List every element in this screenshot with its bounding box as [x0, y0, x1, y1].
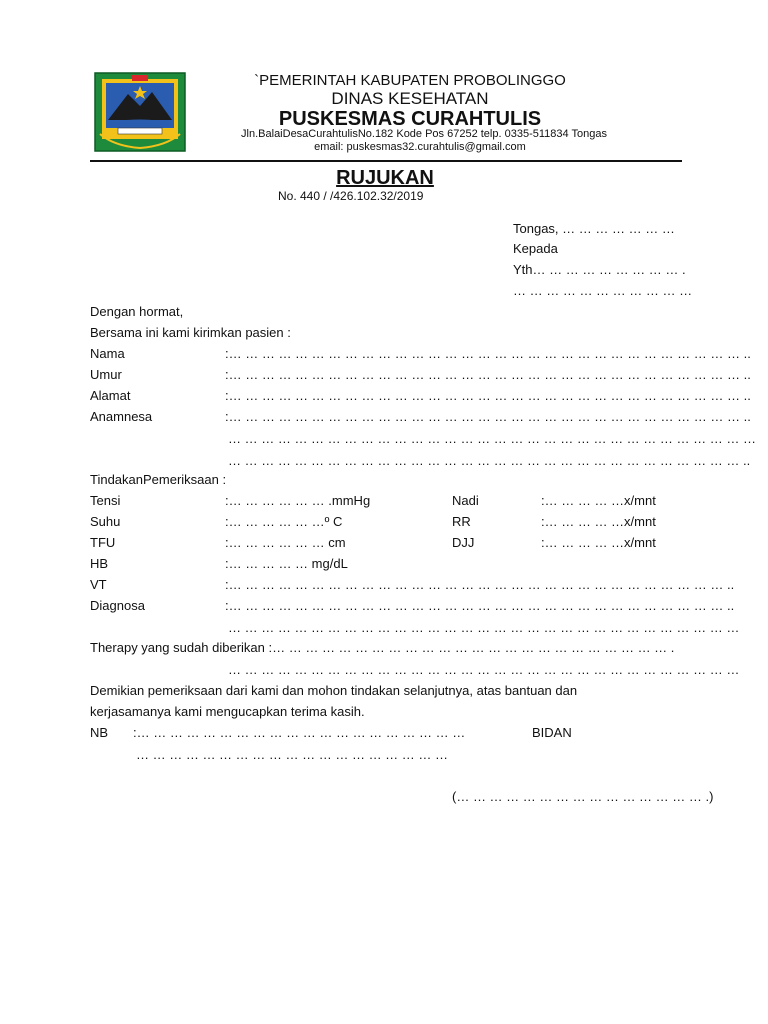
signature-name-placeholder: (… … … … … … … … … … … … … … … .): [452, 789, 714, 804]
suhu-field: :… … … … … …º C: [225, 514, 343, 529]
closing-line-1: Demikian pemeriksaan dari kami dan mohon tindakan selanjutnya, atas bantuan dan: [90, 683, 578, 698]
hb-field: :… … … … … mg/dL: [225, 556, 348, 571]
institution-name: PUSKESMAS CURAHTULIS: [278, 108, 542, 130]
department-name: DINAS KESEHATAN: [331, 89, 489, 108]
header-divider: [90, 160, 682, 162]
anamnesa-field: :… … … … … … … … … … … … … … … … … … … … … … … … … … … … … … … ..: [225, 409, 751, 424]
diagnosa-field: :… … … … … … … … … … … … … … … … … … … … … … … … … … … … … … ..: [225, 598, 735, 613]
anamnesa-label: Anamnesa: [90, 409, 153, 424]
exam-heading: TindakanPemeriksaan :: [90, 472, 227, 487]
recipient-dots: … … … … … … … … … … …: [513, 283, 693, 298]
nadi-field: :… … … … …x/mnt: [541, 493, 656, 508]
rr-label: RR: [452, 514, 471, 529]
alamat-field: :… … … … … … … … … … … … … … … … … … … … … … … … … … … … … … … ..: [225, 388, 751, 403]
nb-field: :… … … … … … … … … … … … … … … … … … … …: [133, 725, 466, 740]
djj-label: DJJ: [452, 535, 475, 550]
email-line: email: puskesmas32.curahtulis@gmail.com: [314, 141, 526, 153]
alamat-label: Alamat: [90, 388, 131, 403]
tensi-label: Tensi: [90, 493, 121, 508]
recipient-kepada: Kepada: [513, 241, 558, 256]
closing-line-2: kerjasamanya kami mengucapkan terima kasih.: [90, 704, 365, 719]
greeting: Dengan hormat,: [90, 304, 184, 319]
address-line: Jln.BalaiDesaCurahtulisNo.182 Kode Pos 67252 telp. 0335-511834 Tongas: [241, 128, 607, 140]
place-date: Tongas, … … … … … … …: [513, 221, 675, 236]
tfu-label: TFU: [90, 535, 116, 550]
diagnosa-label: Diagnosa: [90, 598, 145, 613]
umur-field: :… … … … … … … … … … … … … … … … … … … … … … … … … … … … … … … ..: [225, 367, 751, 382]
document-number: No. 440 / /426.102.32/2019: [278, 189, 424, 203]
kabupaten-emblem-icon: [94, 72, 186, 152]
government-name: `PEMERINTAH KABUPATEN PROBOLINGGO: [254, 72, 566, 89]
signature-role: BIDAN: [532, 725, 572, 740]
nb-line-2: … … … … … … … … … … … … … … … … … … …: [136, 747, 449, 762]
anamnesa-line-3: … … … … … … … … … … … … … … … … … … … … … … … … … … … … … … … ..: [228, 453, 751, 468]
therapy-line-2: … … … … … … … … … … … … … … … … … … … … … … … … … … … … … … …: [228, 662, 740, 677]
vt-label: VT: [90, 577, 107, 592]
anamnesa-line-2: … … … … … … … … … … … … … … … … … … … … … … … … … … … … … … … …: [228, 431, 756, 446]
suhu-label: Suhu: [90, 514, 121, 529]
tensi-field: :… … … … … … .mmHg: [225, 493, 371, 508]
recipient-yth: Yth… … … … … … … … … .: [513, 262, 686, 277]
djj-field: :… … … … …x/mnt: [541, 535, 656, 550]
nb-label: NB: [90, 725, 109, 740]
nama-label: Nama: [90, 346, 125, 361]
therapy-field: Therapy yang sudah diberikan :… … … … … … … … … … … … … … … … … … … … … … … … .: [90, 640, 675, 655]
umur-label: Umur: [90, 367, 122, 382]
nadi-label: Nadi: [452, 493, 479, 508]
hb-label: HB: [90, 556, 109, 571]
nama-field: :… … … … … … … … … … … … … … … … … … … … … … … … … … … … … … … ..: [225, 346, 751, 361]
vt-field: :… … … … … … … … … … … … … … … … … … … … … … … … … … … … … … ..: [225, 577, 735, 592]
rr-field: :… … … … …x/mnt: [541, 514, 656, 529]
tfu-field: :… … … … … … cm: [225, 535, 346, 550]
diagnosa-line-2: … … … … … … … … … … … … … … … … … … … … … … … … … … … … … … …: [228, 620, 740, 635]
intro-text: Bersama ini kami kirimkan pasien :: [90, 325, 291, 340]
document-title: RUJUKAN: [336, 167, 434, 189]
